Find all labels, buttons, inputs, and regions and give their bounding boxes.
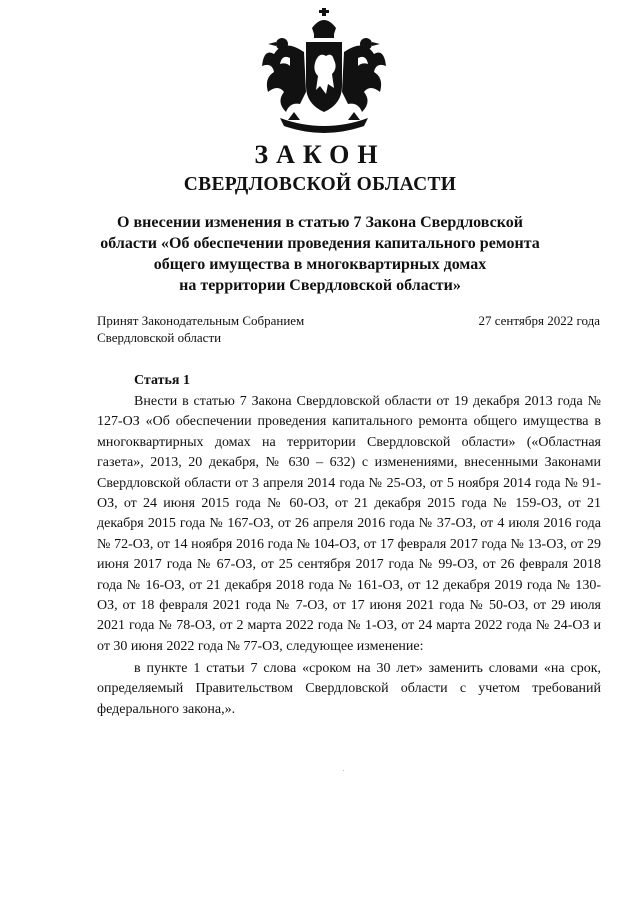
subject-line: общего имущества в многоквартирных домах [153,256,487,273]
subject-line: области «Об обеспечении проведения капитального ремонта [100,235,540,252]
scan-speck [343,770,344,771]
region-title: СВЕРДЛОВСКОЙ ОБЛАСТИ [183,174,457,195]
coat-of-arms-icon [254,8,394,136]
subject-line: О внесении изменения в статью 7 Закона Свердловской [117,214,523,231]
adopted-by-line: Принят Законодательным Собранием [97,313,305,328]
article-paragraph: в пункте 1 статьи 7 слова «сроком на 30 лет» заменить словами «на срок, определяемый Правительством Свердловской области с учетом требований федерального закона,». [97,661,601,717]
adopted-by-line: Свердловской области [97,330,222,345]
law-title: ЗАКОН [254,140,386,169]
adoption-date: 27 сентября 2022 года [478,313,600,328]
article-heading: Статья 1 [134,373,190,388]
article-paragraph: Внести в статью 7 Закона Свердловской области от 19 декабря 2013 года № 127-ОЗ «Об обеспечении проведения капитального ремонта общего имущества в многоквартирных домах на территории Свердловской области» («Областная газета», 2013, 20 декабря, № 630 – 632) с изменениями, внесенными Законами Свердловской области от 3 апреля 2014 года № 25-ОЗ, от 5 ноября 2014 года № 91-ОЗ, от 24 июня 2015 года № 60-ОЗ, от 21 декабря 2015 года № 159-ОЗ, от 21 декабря 2015 года № 167-ОЗ, от 26 апреля 2016 года № 37-ОЗ, от 4 июля 2016 года № 72-ОЗ, от 14 ноября 2016 года № 104-ОЗ, от 17 февраля 2017 года № 13-ОЗ, от 29 июня 2017 года № 67-ОЗ, от 25 сентября 2017 года № 99-ОЗ, от 26 февраля 2018 года № 16-ОЗ, от 21 декабря 2018 года № 161-ОЗ, от 12 декабря 2019 года № 130-ОЗ, от 18 февраля 2021 года № 7-ОЗ, от 17 июня 2021 года № 50-ОЗ, от 29 июля 2021 года № 78-ОЗ, от 2 марта 2022 года № 1-ОЗ, от 24 марта 2022 года № 24-ОЗ и от 30 июня 2022 года № 77-ОЗ, следующее изменение: [97,394,601,654]
subject-line: на территории Свердловской области» [179,277,461,294]
adopted-by [97,312,377,346]
law-subject [80,212,560,296]
